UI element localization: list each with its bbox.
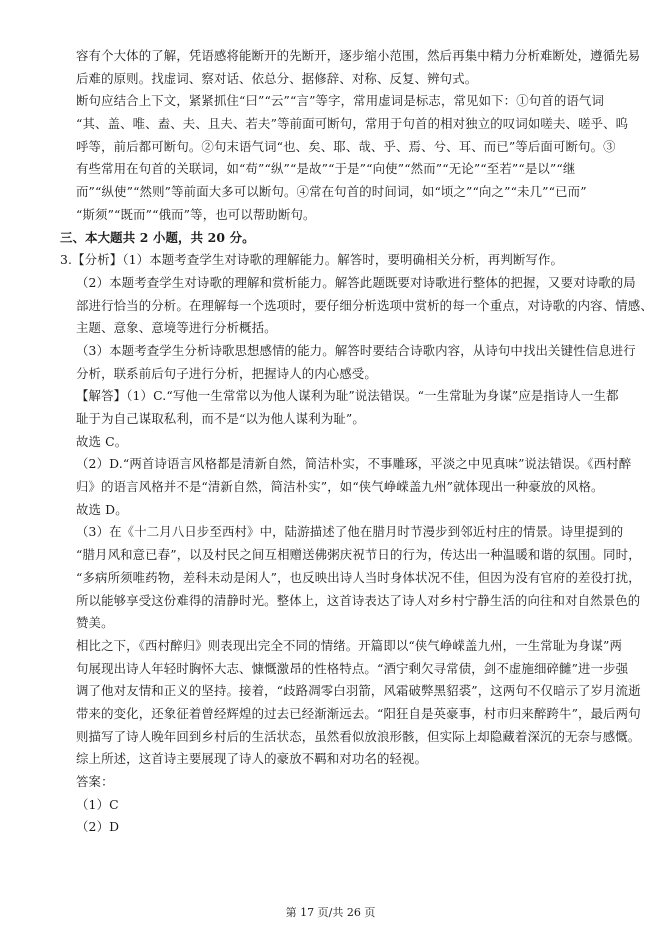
- q3-solution-line: 句展现出诗人年轻时胸怀大志、慷慨激昂的性格特点。“酒宁剩欠寻常债，剑不虚施细碎雠”进一步强: [76, 660, 629, 676]
- answer-label: 答案：: [76, 774, 114, 789]
- q3-solution-line: 故选 D。: [76, 501, 128, 517]
- q3-solution-line: （2）D.“两首诗语言风格都是清新自然，简洁朴实，不事雕琢，平淡之中见真味”说法错误。《西村醉: [76, 456, 632, 472]
- page-content: [60, 45, 653, 839]
- page-footer: 第 17 页/共 26 页: [285, 906, 376, 919]
- q3-solution-line: 带来的变化，还象征着曾经辉煌的过去已经渐渐远去。“阳狂自是英豪事，村市归来醉跨牛”，最后两句: [76, 705, 641, 721]
- q3-analysis-line: 3.【分析】（1）本题考查学生对诗歌的理解能力。解答时，要明确相关分析，再判断写作。: [60, 252, 564, 268]
- section-heading: 三、本大题共 2 小题，共 20 分。: [60, 229, 255, 245]
- q3-analysis-line: 分析，联系前后句子进行分析，把握诗人的内心感受。: [76, 365, 377, 381]
- q3-solution-line: （3）在《十二月八日步至西村》中，陆游描述了他在腊月时节漫步到邻近村庄的情景。诗里提到的: [76, 524, 624, 540]
- q3-solution-line: 赞美。: [76, 615, 114, 631]
- text-line: 呼等，前后都可断句。②句末语气词“也、矣、耶、哉、乎、焉、兮、耳、而已”等后面可断句。③: [76, 138, 616, 154]
- q3-analysis-line: 主题、意象、意境等进行分析概括。: [76, 320, 277, 336]
- text-line: 有些常用在句首的关联词，如“苟”“纵”“是故”“于是”“向使”“然而”“无论”“至若”“是以”“继: [76, 161, 576, 177]
- q3-solution-line: 所以能够享受这份难得的清静时光。整体上，这首诗表达了诗人对乡村宁静生活的向往和对自然景色的: [76, 592, 641, 608]
- q3-solution-line: 故选 C。: [76, 433, 128, 449]
- q3-solution-line: 则描写了诗人晚年回到乡村后的生活状态，虽然看似放浪形骸，但实际上却隐藏着深沉的无奈与感慨。: [76, 728, 641, 744]
- text-line: “斯须”“既而”“俄而”等，也可以帮助断句。: [76, 206, 316, 222]
- q3-solution-line: 相比之下，《西村醉归》则表现出完全不同的情绪。开篇即以“侠气峥嵘盖九州，一生常耻为身谋”两: [76, 637, 623, 653]
- text-line: “其、盖、唯、盍、夫、且夫、若夫”等前面可断句，常用于句首的相对独立的叹词如嗟夫、嗟乎、呜: [76, 116, 629, 132]
- text-line: 断句应结合上下文，紧紧抓住“曰”“云”“言”等字，常用虚词是标志，常见如下：①句首的语气词: [76, 93, 604, 109]
- q3-analysis-line: （3）本题考查学生分析诗歌思想感情的能力。解答时要结合诗歌内容，从诗句中找出关键性信息进行: [76, 342, 636, 358]
- text-line: 后难的原则。找虚词、察对话、依总分、据修辞、对称、反复、辨句式。: [76, 70, 478, 86]
- q3-solution-line: “多病所须唯药物，差科未动是闲人”，也反映出诗人当时身体状况不佳，但因为没有官府的差役打扰，: [76, 569, 641, 585]
- text-line: 而”“纵使”“然则”等前面大多可以断句。④常在句首的时间词，如“顷之”“向之”“未几”“已而”: [76, 184, 587, 200]
- q3-analysis-line: （2）本题考查学生对诗歌的理解和赏析能力。解答此题既要对诗歌进行整体的把握，又要对诗歌的局: [76, 274, 636, 290]
- q3-solution-line: 调了他对友情和正义的坚持。接着，“歧路凋零白羽箭，风霜破弊黑貂裘”，这两句不仅暗示了岁月流逝: [76, 683, 641, 699]
- text-line: 容有个大体的了解，凭语感将能断开的先断开，逐步缩小范围，然后再集中精力分析难断处，遵循先易: [76, 48, 641, 63]
- q3-solution-line: 综上所述，这首诗主要展现了诗人的豪放不羁和对功名的轻视。: [76, 751, 428, 767]
- q3-solution-line: 归》的语言风格并不是“清新自然，简洁朴实”，如“侠气峥嵘盖九州”就体现出一种豪放的风格。: [76, 479, 604, 495]
- answer-item: （2）D: [76, 819, 120, 835]
- q3-solution-line: 【解答】（1）C.“写他一生常常以为他人谋利为耻”说法错误。“一生常耻为身谋”应是指诗人一生都: [76, 388, 619, 404]
- answer-item: （1）C: [76, 796, 119, 812]
- q3-solution-line: 耻于为自己谋取私利，而不是“以为他人谋利为耻”。: [76, 411, 365, 426]
- q3-analysis-line: 部进行恰当的分析。在理解每一个选项时，要仔细分析选项中赏析的每一个重点，对诗歌的内容、情感、: [76, 297, 653, 313]
- q3-solution-line: “腊月风和意已春”，以及村民之间互相赠送佛粥庆祝节日的行为，传达出一种温暖和谐的氛围。同时，: [76, 547, 641, 563]
